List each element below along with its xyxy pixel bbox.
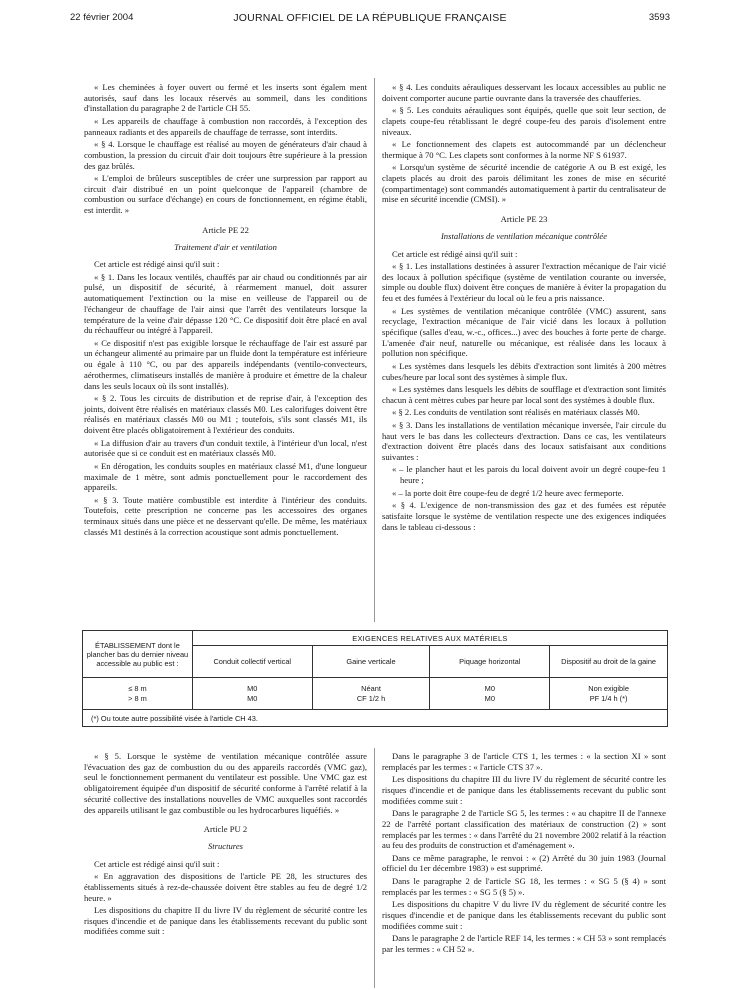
table-cell: ≤ 8 m > 8 m xyxy=(83,678,193,710)
paragraph: « § 4. Les conduits aérauliques desservant les locaux accessibles au public ne doivent comporter aucune partie ouvrante dans la traversée des chaufferies. xyxy=(382,82,666,103)
paragraph: « Lorsqu'un système de sécurité incendie de catégorie A ou B est exigé, les clapets placés au droit des parois délimitant les zones de mise en sécurité (compartimentage) sont commandés automatiquement à partir du centralisateur de mise en sécurité incendie (CMSI). » xyxy=(382,162,666,205)
paragraph: Dans le paragraphe 2 de l'article SG 5, les termes : « au chapitre II de l'annexe 22 de l'arrêté portant classification des matériaux de construction (2) » sont remplacés par les termes : « dans l'arrêté du 21 novembre 2002 relatif à la réaction au feu des produits de construction et d'aménagement ». xyxy=(382,808,666,851)
paragraph: Dans le paragraphe 2 de l'article SG 18, les termes : « SG 5 (§ 4) » sont remplacés par les termes : « SG 5 (§ 5) ». xyxy=(382,875,666,897)
paragraph: « § 2. Tous les circuits de distribution et de reprise d'air, à l'exception des joints, doivent être réalisés en matériaux classés M0. Les calorifuges doivent être réalisés en matériaux classés M0 ou M1 ; toutefois, s'ils sont classés M1, ils doivent être placés obligatoirement à l'extérieur des conduits. xyxy=(84,393,367,436)
table-subheader: Gaine verticale xyxy=(312,646,430,678)
right-column-bottom xyxy=(382,751,666,956)
left-column-top xyxy=(84,82,367,539)
page-header xyxy=(70,12,670,26)
paragraph: « Ce dispositif n'est pas exigible lorsque le réchauffage de l'air est assuré par un échangeur alimenté au primaire par un fluide dont la température est inférieure ou égale à 110 °C, ou par des appareils indépendants (ventilo-convecteurs, aérothermes, climatiseurs installés de manière à produire et émettre de la chaleur dans les seuls locaux où ils sont installés). xyxy=(84,337,367,391)
paragraph: « § 3. Toute matière combustible est interdite à l'intérieur des conduits. Toutefois, cette prescription ne concerne pas les accessoires des organes terminaux situés dans une pièce et ne desservant qu'elle. De même, les matériaux classés M1 destinés à la correction acoustique sont admis ponctuellement. xyxy=(84,494,367,537)
table-cell: Non exigible PF 1/4 h (*) xyxy=(550,678,668,710)
paragraph: Cet article est rédigé ainsi qu'il suit : xyxy=(392,248,518,259)
paragraph: « Les appareils de chauffage à combustion non raccordés, à l'exception des panneaux radiants et des appareils de chauffage de terrasse, sont interdits. xyxy=(84,115,367,137)
paragraph: Les dispositions du chapitre V du livre IV du règlement de sécurité contre les risques d'incendie et de panique dans les établissements recevant du public sont modifiées comme suit : xyxy=(382,899,666,931)
paragraph: « § 2. Les conduits de ventilation sont réalisés en matériaux classés M0. xyxy=(392,407,640,418)
header-date: 22 février 2004 xyxy=(70,12,134,23)
requirements-table xyxy=(82,630,668,727)
article-subtitle: Structures xyxy=(207,840,243,851)
paragraph: Dans le paragraphe 3 de l'article CTS 1, les termes : « la section XI » sont remplacés par les termes : « l'article CTS 37 ». xyxy=(382,751,666,772)
table-group-header: EXIGENCES RELATIVES AUX MATÉRIELS xyxy=(192,631,667,646)
paragraph: « La diffusion d'air au travers d'un conduit textile, à l'intérieur d'un local, n'est autorisée que si ce conduit est en matériaux classés M0. xyxy=(84,437,367,459)
article-subtitle: Installations de ventilation mécanique contrôlée xyxy=(440,230,608,241)
paragraph: « § 5. Lorsque le système de ventilation mécanique contrôlée assure l'évacuation des gaz de combustion du ou des appareils raccordés (VMC gaz), seul le fonctionnement permanent du ventilateur est possible. Une VMC gaz est obligatoirement équipée d'un dispositif de sécurité conforme à l'arrêté relatif à la sécurité collective des installations nouvelles de VMC auxquelles sont raccordés des appareils utilisant le gaz combustible ou les hydrocarbures liquéfiés. » xyxy=(84,751,367,815)
paragraph: « § 3. Dans les installations de ventilation mécanique inversée, l'air circule du haut vers le bas dans les collecteurs d'extraction. Dans ce cas, les ventilateurs d'extraction doivent être placés dans des locaux satisfaisant aux conditions suivantes : xyxy=(382,419,666,462)
paragraph: « Les systèmes dans lesquels les débits d'extraction sont limités à 200 mètres cubes/heure par local sont des systèmes à simple flux. xyxy=(382,360,666,382)
column-divider-top xyxy=(374,78,375,622)
paragraph: Cet article est rédigé ainsi qu'il suit : xyxy=(94,858,220,869)
paragraph: « § 5. Les conduits aérauliques sont équipés, quelle que soit leur section, de clapets coupe-feu rétablissant le degré coupe-feu des parois d'isolement entre niveaux. xyxy=(382,105,666,137)
paragraph: « § 1. Les installations destinées à assurer l'extraction mécanique de l'air vicié des locaux à pollution spécifique (système de ventilation courante ou inversée, simple ou double flux) doivent être conçues de manière à éviter la propagation du feu et des fumées à l'extérieur du local où le feu a pris naissance. xyxy=(382,261,666,304)
paragraph: « L'emploi de brûleurs susceptibles de créer une surpression par rapport au circuit d'air distribué en un point quelconque de l'appareil (chambre de combustion ou surface d'échange) en cours de fonctionnement, en régime établi, est interdit. » xyxy=(84,173,367,216)
paragraph: Cet article est rédigé ainsi qu'il suit : xyxy=(94,259,220,270)
right-column-top xyxy=(382,82,666,534)
paragraph: « En dérogation, les conduits souples en matériaux classé M1, d'une longueur maximale de 1 mètre, sont admis ponctuellement pour le raccordement des appareils. xyxy=(84,460,367,493)
paragraph: « En aggravation des dispositions de l'article PE 28, les structures des établissements situés à rez-de-chaussée doivent être stables au feu de degré 1/2 heure. » xyxy=(84,871,367,903)
paragraph: « § 1. Dans les locaux ventilés, chauffés par air chaud ou conditionnés par air pulsé, un dispositif de sécurité, à réarmement manuel, doit assurer automatiquement l'extinction ou la mise en veilleuse de l'appareil ou de l'échangeur de chauffage de l'air ainsi que l'arrêt des ventilateurs lorsque la température de la veine d'air dépasse 120 °C. Ce dispositif doit être placé en aval du réchauffeur ou intégré à l'appareil. xyxy=(84,271,367,336)
paragraph: « Le fonctionnement des clapets est autocommandé par un déclencheur thermique à 70 °C. Les clapets sont conformes à la norme NF S 61937. xyxy=(382,139,666,160)
paragraph: « § 4. L'exigence de non-transmission des gaz et des fumées est réputée satisfaite lorsque le système de ventilation respecte une des exigences indiquées dans le tableau ci-dessous : xyxy=(382,500,666,532)
page-number: 3593 xyxy=(648,12,670,23)
article-subtitle: Traitement d'air et ventilation xyxy=(174,241,277,252)
table-subheader: Piquage horizontal xyxy=(430,646,550,678)
table-header-establishment: ÉTABLISSEMENT dont le plancher bas du dernier niveau accessible au public est : xyxy=(83,631,193,678)
table-subheader: Conduit collectif vertical xyxy=(192,646,312,678)
table-subheader: Dispositif au droit de la gaine xyxy=(550,646,668,678)
paragraph: « Les cheminées à foyer ouvert ou fermé et les inserts sont égalem ment autorisés, sauf dans les locaux réservés au sommeil, dans les conditions d'installation du paragraphe 2 de l'article CH 55. xyxy=(84,82,367,114)
table-cell: M0 M0 xyxy=(192,678,312,710)
paragraph: Les dispositions du chapitre II du livre IV du règlement de sécurité contre les risques d'incendie et de panique dans les établissements recevant du public sont modifiées comme suit : xyxy=(84,905,367,937)
table-cell: M0 M0 xyxy=(430,678,550,710)
list-item: « – le plancher haut et les parois du local doivent avoir un degré coupe-feu 1 heure ; xyxy=(392,464,666,486)
paragraph: « Les systèmes dans lesquels les débits de soufflage et d'extraction sont limités chacun à cent mètres cubes par heure par local sont des systèmes à double flux. xyxy=(382,384,666,405)
left-column-bottom xyxy=(84,751,367,939)
column-divider-bottom xyxy=(374,748,375,988)
paragraph: Les dispositions du chapitre III du livre IV du règlement de sécurité contre les risques d'incendie et de panique dans les établissements recevant du public sont modifiées comme suit : xyxy=(382,774,666,806)
table-cell: Néant CF 1/2 h xyxy=(312,678,430,710)
paragraph: Dans ce même paragraphe, le renvoi : « (2) Arrêté du 30 juin 1983 (Journal officiel du 1er décembre 1983) » est supprimé. xyxy=(382,852,666,874)
paragraph: Dans le paragraphe 2 de l'article REF 14, les termes : « CH 53 » sont remplacés par les termes : « CH 52 ». xyxy=(382,933,666,954)
paragraph: « § 4. Lorsque le chauffage est réalisé au moyen de générateurs d'air chaud à combustion, la pression du circuit d'air doit toujours être supérieure à la pression des gaz brûlés. xyxy=(84,139,367,171)
article-title: Article PU 2 xyxy=(203,824,248,835)
journal-title: JOURNAL OFFICIEL DE LA RÉPUBLIQUE FRANÇAISE xyxy=(233,12,507,24)
table-footnote: (*) Ou toute autre possibilité visée à l'article CH 43. xyxy=(83,710,668,727)
article-title: Article PE 23 xyxy=(500,214,548,225)
article-title: Article PE 22 xyxy=(202,224,249,235)
paragraph: « Les systèmes de ventilation mécanique contrôlée (VMC) assurent, sans recyclage, l'extraction mécanique de l'air vicié dans les locaux à pollution spécifique (salles d'eau, w.-c., offices...) avec des bouches à forte perte de charge. L'amenée d'air neuf, naturelle ou mécanique, est réalisée dans les locaux à pollution non spécifique. xyxy=(382,305,666,359)
list-item: « – la porte doit être coupe-feu de degré 1/2 heure avec fermeporte. xyxy=(392,487,624,498)
